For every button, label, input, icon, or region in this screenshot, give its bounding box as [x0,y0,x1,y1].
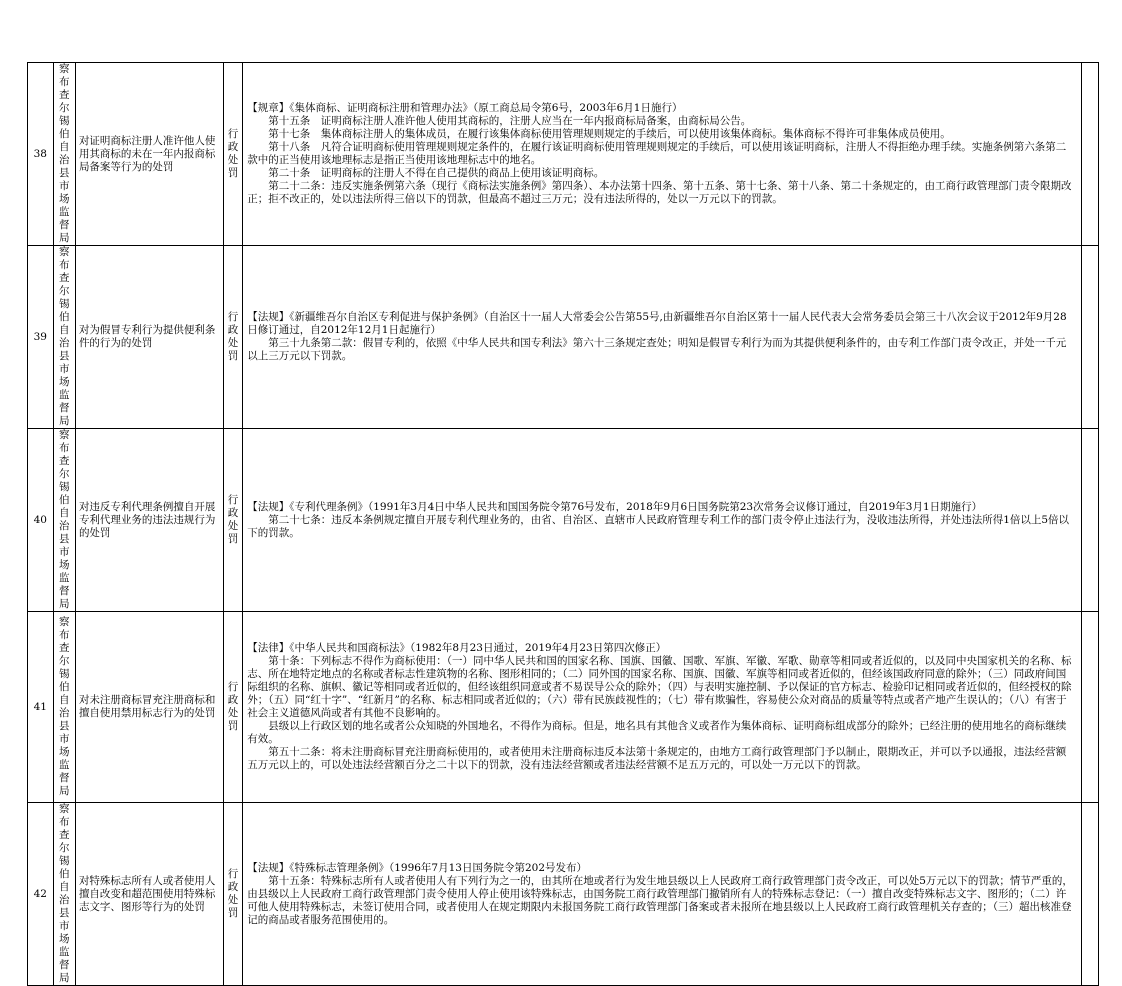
table-row [28,612,1099,803]
basis-heading: 【法规】《特殊标志管理条例》（1996年7月13日国务院令第202号发布） [247,861,588,874]
basis-article: 第十条：下列标志不得作为商标使用：（一）同中华人民共和国的国家名称、国旗、国徽、国歌、军旗、军徽、军歌、勋章等相同或者近似的，以及同中央国家机关的名称、标志、所在地特定地点的名称或者标志性建筑物的名称、图形相同的；（二）同外国的国家名称、国旗、国徽、军旗等相同或者近似的，但经该国政府同意的除外；（三）同政府间国际组织的名称、旗帜、徽记等相同或者近似的，但经该组织同意或者不易误导公众的除外；（四）与表明实施控制、予以保证的官方标志、检验印记相同或者近似的，但经授权的除外；（五）同“红十字”、“红新月”的名称、标志相同或者近似的；（六）带有民族歧视性的；（七）带有欺骗性，容易使公众对商品的质量等特点或者产地产生误认的；（八）有害于社会主义道德风尚或者有其他不良影响的。 [247,655,1072,719]
table-row [28,429,1099,612]
table-row [28,63,1099,246]
remarks-cell [1081,246,1098,429]
item-type: 行政处罚 [223,246,242,429]
basis-heading: 【法律】《中华人民共和国商标法》（1982年8月23日通过，2019年4月23日第四次修正） [247,642,667,654]
implementing-agency: 察布查尔锡伯自治县市场监督局 [53,612,75,803]
remarks-cell [1081,63,1098,246]
item-name: 对违反专利代理条例擅自开展专利代理业务的违法违规行为的处罚 [75,429,223,612]
basis-article: 第二十条 证明商标的注册人不得在自己提供的商品上使用该证明商标。 [268,167,605,179]
item-type: 行政处罚 [223,803,242,986]
legal-basis [243,246,1081,429]
row-number: 42 [28,803,54,986]
remarks-cell [1081,803,1098,986]
item-type: 行政处罚 [223,612,242,803]
legal-basis [243,63,1081,246]
basis-article: 第十五条：特殊标志所有人或者使用人有下列行为之一的，由其所在地或者行为发生地县级以上人民政府工商行政管理部门责令改正，可以处5万元以下的罚款；情节严重的，由县级以上人民政府工商行政管理部门责令使用人停止使用该特殊标志，由国务院工商行政管理部门撤销所有人的特殊标志登记：（一）擅自改变特殊标志文字、图形的；（二）许可他人使用特殊标志，未签订使用合同，或者使用人在规定期限内未报国务院工商行政管理部门备案或者未报所在地县级以上人民政府工商行政管理机关存查的；（三）超出核准登记的商品或者服务范围使用的。 [247,874,1073,926]
remarks-cell [1081,429,1098,612]
implementing-agency: 察布查尔锡伯自治县市场监督局 [53,63,75,246]
implementing-agency: 察布查尔锡伯自治县市场监督局 [53,429,75,612]
table-row [28,803,1099,986]
table-row [28,246,1099,429]
legal-basis [243,612,1081,803]
implementing-agency: 察布查尔锡伯自治县市场监督局 [53,803,75,986]
item-name: 对未注册商标冒充注册商标和擅自使用禁用标志行为的处罚 [75,612,223,803]
basis-heading: 【法规】《新疆维吾尔自治区专利促进与保护条例》（自治区十一届人大常委会公告第55号,由新疆维吾尔自治区第十一届人民代表大会常务委员会第三十八次会议于2012年9月28日修订通过，自2012年12月1日起施行） [247,311,1067,336]
item-type: 行政处罚 [223,429,242,612]
legal-basis [243,429,1081,612]
item-type: 行政处罚 [223,63,242,246]
basis-heading: 【法规】《专利代理条例》（1991年3月4日中华人民共和国国务院令第76号发布，2018年9月6日国务院第23次常务会议修订通过，自2019年3月1日期施行） [247,500,983,513]
basis-article: 第二十七条：违反本条例规定擅自开展专利代理业务的，由省、自治区、直辖市人民政府管理专利工作的部门责令停止违法行为，没收违法所得，并处违法所得1倍以上5倍以下的罚款。 [247,513,1070,539]
basis-article: 第五十二条：将未注册商标冒充注册商标使用的，或者使用未注册商标违反本法第十条规定的，由地方工商行政管理部门予以制止，限期改正，并可以予以通报，违法经营额五万元以上的，可以处违法经营额百分之二十以下的罚款，没有违法经营额或者违法经营额不足五万元的，可以处一万元以下的罚款。 [247,746,1067,771]
basis-article: 县级以上行政区划的地名或者公众知晓的外国地名，不得作为商标。但是，地名具有其他含义或者作为集体商标、证明商标组成部分的除外；已经注册的使用地名的商标继续有效。 [247,720,1067,745]
basis-article: 第十七条 集体商标注册人的集体成员，在履行该集体商标使用管理规则规定的手续后，可以使用该集体商标。集体商标不得许可非集体成员使用。 [268,128,951,140]
implementing-agency: 察布查尔锡伯自治县市场监督局 [53,246,75,429]
item-name: 对为假冒专利行为提供便利条件的行为的处罚 [75,246,223,429]
row-number: 40 [28,429,54,612]
row-number: 38 [28,63,54,246]
row-number: 41 [28,612,54,803]
remarks-cell [1081,612,1098,803]
basis-article: 第三十九条第二款：假冒专利的，依照《中华人民共和国专利法》第六十三条规定查处；明知是假冒专利行为而为其提供便利条件的，由专利工作部门责令改正，并处一千元以上三万元以下罚款。 [247,337,1067,362]
legal-basis [243,803,1081,986]
basis-article: 第十八条 凡符合证明商标使用管理规则规定条件的，在履行该证明商标使用管理规则规定的手续后，可以使用该证明商标，注册人不得拒绝办理手续。实施条例第六条第二款中的正当使用该地理标志是指正当使用该地理标志中的地名。 [247,141,1067,166]
basis-article: 第二十二条：违反实施条例第六条（现行《商标法实施条例》第四条）、本办法第十四条、第十五条、第十七条、第十八条、第二十条规定的，由工商行政管理部门责令限期改正；拒不改正的，处以违法所得三倍以下的罚款，但最高不超过三万元；没有违法所得的，处以一万元以下的罚款。 [247,180,1072,205]
item-name: 对证明商标注册人准许他人使用其商标的未在一年内报商标局备案等行为的处罚 [75,63,223,246]
item-name: 对特殊标志所有人或者使用人擅自改变和超范围使用特殊标志文字、图形等行为的处罚 [75,803,223,986]
basis-article: 第十五条 证明商标注册人准许他人使用其商标的，注册人应当在一年内报商标局备案，由商标局公告。 [268,115,752,127]
row-number: 39 [28,246,54,429]
regulation-table [27,62,1099,986]
basis-heading: 【规章】《集体商标、证明商标注册和管理办法》（原工商总局令第6号，2003年6月1日施行） [247,102,683,114]
